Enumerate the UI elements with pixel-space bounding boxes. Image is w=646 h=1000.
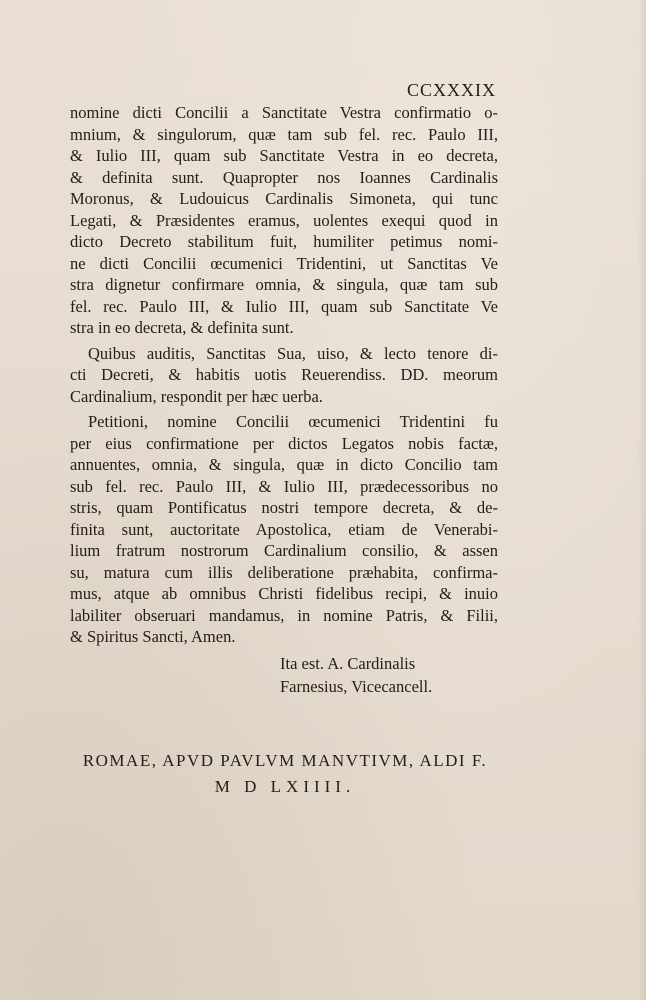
signature-line-2: Farnesius, Vicecancell. [280,677,433,696]
text-line: & Spiritus Sancti, Amen. [70,627,236,646]
folio-number: CCXXXIX [406,80,496,100]
imprint-year: M D LXIIII. [214,777,356,796]
signature-block [280,652,432,698]
text-line: nomine dicti Concilii a Sanctitate Vestra confirmatio o- [70,103,498,122]
text-line: Petitioni, nomine Concilii œcumenici Tridentini fu [88,412,498,431]
text-line: sub fel. rec. Paulo III, & Iulio III, prædecessoribus no [70,476,498,496]
text-line: dicto Decreto stabilitum fuit, humiliter petimus nomi- [70,232,498,251]
printer-imprint [70,748,500,800]
text-line: annuentes, omnia, & singula, quæ in dicto Concilio tam [70,455,498,474]
text-line: lium fratrum nostrorum Cardinalium consilio, & assen [70,541,498,560]
text-line: stra dignetur confirmare omnia, & singula, quæ tam sub [70,275,498,294]
text-line: mnium, & singulorum, quæ tam sub fel. rec. Paulo III, [70,124,498,144]
text-line: Moronus, & Ludouicus Cardinalis Simoneta, qui tunc [70,189,498,208]
text-line: ne dicti Concilii œcumenici Tridentini, ut Sanctitas Ve [70,253,498,273]
text-line: Legati, & Præsidentes eramus, uolentes exequi quod in [70,210,498,230]
text-line: per eius confirmatione per dictos Legatos nobis factæ, [70,433,498,453]
text-line: su, matura cum illis deliberatione præhabita, confirma- [70,562,498,582]
text-line: mus, atque ab omnibus Christi fidelibus recipi, & inuio [70,584,498,603]
body-text [70,102,498,648]
text-line: stra in eo decreta, & definita sunt. [70,318,294,337]
imprint-line: ROMAE, APVD PAVLVM MANVTIVM, ALDI F. [82,751,488,770]
text-line: & Iulio III, quam sub Sanctitate Vestra in eo decreta, [70,146,498,165]
text-line: Cardinalium, respondit per hæc uerba. [70,386,323,406]
text-line: Quibus auditis, Sanctitas Sua, uiso, & lecto tenore di- [88,343,498,363]
text-line: fel. rec. Paulo III, & Iulio III, quam sub Sanctitate Ve [70,296,498,316]
text-line: cti Decreti, & habitis uotis Reuerendiss. DD. meorum [70,365,498,384]
text-line: & definita sunt. Quapropter nos Ioannes Cardinalis [70,167,498,187]
page-edge-shadow [638,0,646,1000]
text-line: labiliter obseruari mandamus, in nomine Patris, & Filii, [70,605,498,625]
text-line: stris, quam Pontificatus nostri tempore decreta, & de- [70,498,498,517]
signature-line-1: Ita est. A. Cardinalis [280,654,416,673]
text-line: finita sunt, auctoritate Apostolica, etiam de Venerabi- [70,519,498,539]
